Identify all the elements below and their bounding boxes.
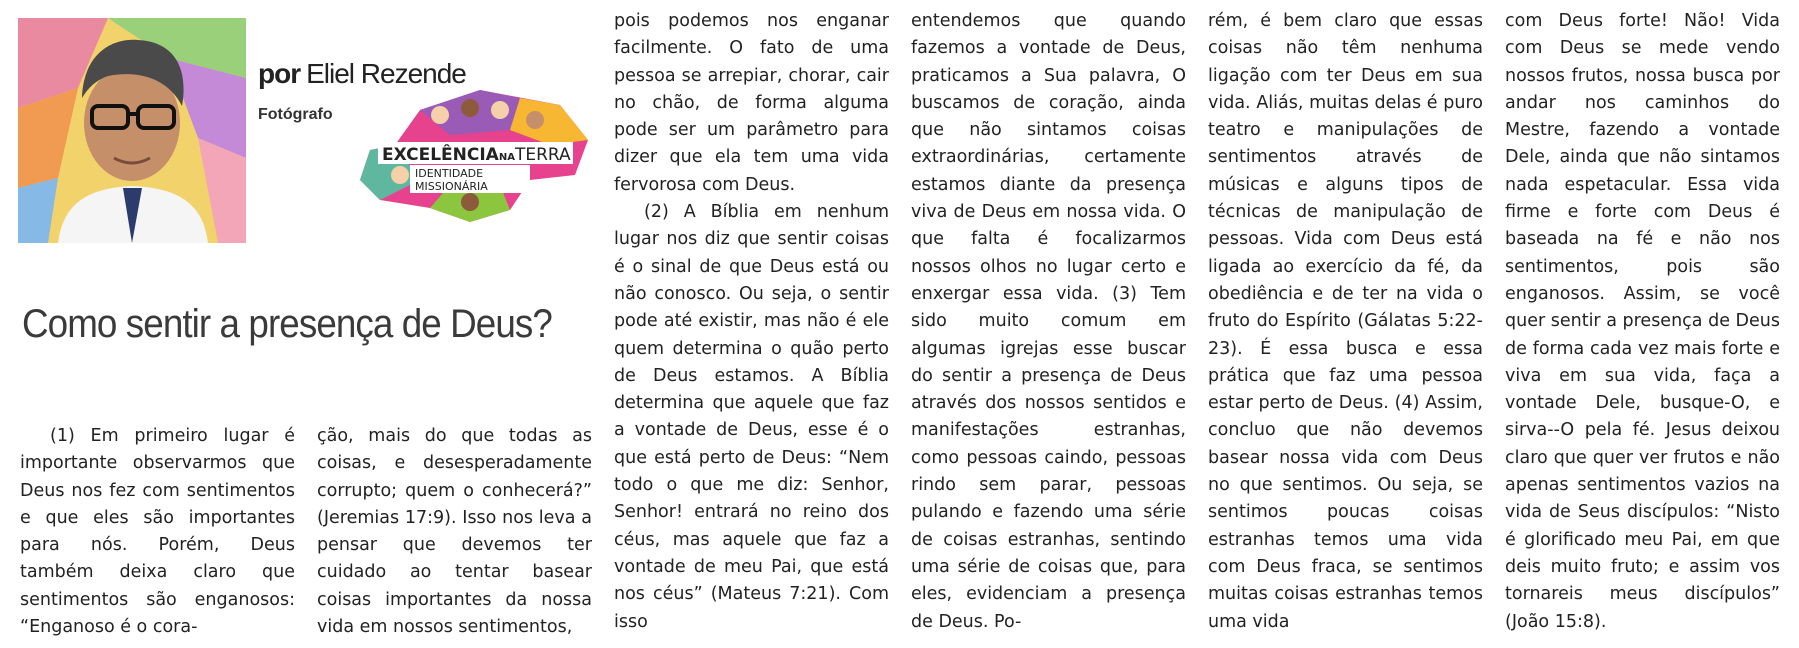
paragraph: pois podemos nos enganar facilmente. O fato de uma pessoa se arrepiar, chorar, cair no chão, de forma alguma pode ser um parâmetro para dizer que ela tem uma vida fervorosa com Deus.: [614, 11, 889, 195]
author-role: Fotógrafo: [258, 106, 333, 123]
byline-prefix: por: [258, 58, 301, 89]
article-headline: Como sentir a presença de Deus?: [22, 302, 552, 346]
svg-text:IDENTIDADE: IDENTIDADE: [415, 167, 484, 180]
paragraph: ção, mais do que todas as coisas, e desesperadamente corrupto; quem o conhecerá?” (Jeremias 17:9). Isso nos leva a pensar que devemos ter cuidado ao tentar basear coisas importantes da nossa vida em nossos sentimentos,: [317, 426, 592, 638]
excelencia-na-terra-logo: [360, 90, 590, 225]
text-column-5: [1208, 8, 1483, 648]
text-column-1: [20, 423, 295, 648]
author-name: Eliel Rezende: [306, 58, 466, 89]
author-photo: [18, 18, 246, 243]
text-column-6: [1505, 8, 1780, 648]
paragraph: (1) Em primeiro lugar é importante observarmos que Deus nos fez com sentimentos e que eles são importantes para nós. Porém, Deus também deixa claro que sentimentos são enganosos: “Enganoso é o cora-: [20, 426, 295, 638]
svg-text:MISSIONÁRIA: MISSIONÁRIA: [415, 180, 488, 193]
paragraph: com Deus forte! Não! Vida com Deus se mede vendo nossos frutos, nossa busca por andar nos caminhos do Mestre, fazendo a vontade Dele, ainda que não sintamos nada espetacular. Essa vida firme e forte com Deus é baseada na fé e não nos sentimentos, pois são enganosos. Assim, se você quer sentir a presença de Deus de forma cada vez mais forte e viva em sua vida, faça a vontade Dele, busque-O, e sirva--O pela fé. Jesus deixou claro que quer ver frutos e não apenas sentimentos vazios na vida de Seus discípulos: “Nisto é glorificado meu Pai, em que deis muito fruto; e assim vos tornareis meus discípulos” (João 15:8).: [1505, 11, 1780, 632]
text-column-3: [614, 8, 889, 648]
paragraph: rém, é bem claro que essas coisas não têm nenhuma ligação com ter Deus em sua vida. Aliás, muitas delas é puro teatro e manipulações de sentimentos através de músicas e alguns tipos de técnicas de manipulação de pessoas. Vida com Deus está ligada ao exercício da fé, da obediência e de ter na vida o fruto do Espírito (Gálatas 5:22-23). É essa busca e essa prática que faz uma pessoa estar perto de Deus. (4) Assim, concluo que não devemos basear nossa vida com Deus no que sentimos. Ou seja, se sentimos poucas coisas estranhas temos uma vida com Deus fraca, se sentimos muitas coisas estranhas temos uma vida: [1208, 11, 1483, 632]
byline: [258, 58, 466, 90]
text-column-4: [911, 8, 1186, 648]
paragraph: (2) A Bíblia em nenhum lugar nos diz que sentir coisas é o sinal de que Deus está ou não conosco. Ou seja, o sentir pode até existir, mas não é ele quem determina o quão perto de Deus estamos. A Bíblia determina que aquele que faz a vontade de Deus, esse é o que está perto de Deus: “Nem todo o que me diz: Senhor, Senhor! entrará no reino dos céus, mas aquele que faz a vontade de meu Pai, que está nos céus” (Mateus 7:21). Com isso: [614, 202, 889, 632]
text-column-2: [317, 423, 592, 648]
paragraph: entendemos que quando fazemos a vontade de Deus, praticamos a Sua palavra, O buscamos de coração, ainda que não sintamos coisas extraordinárias, certamente estamos diante da presença viva de Deus em nossa vida. O que falta é focalizarmos nossos olhos no lugar certo e enxergar essa vida. (3) Tem sido muito comum em algumas igrejas esse buscar do sentir a presença de Deus através dos nossos sentidos e manifestações estranhas, como pessoas caindo, pessoas rindo sem parar, pessoas pulando e fazendo uma série de coisas estranhas, sentindo uma série de coisas que, para eles, evidenciam a presença de Deus. Po-: [911, 11, 1186, 632]
svg-text:EXCELÊNCIANATERRA: EXCELÊNCIANATERRA: [382, 145, 571, 165]
